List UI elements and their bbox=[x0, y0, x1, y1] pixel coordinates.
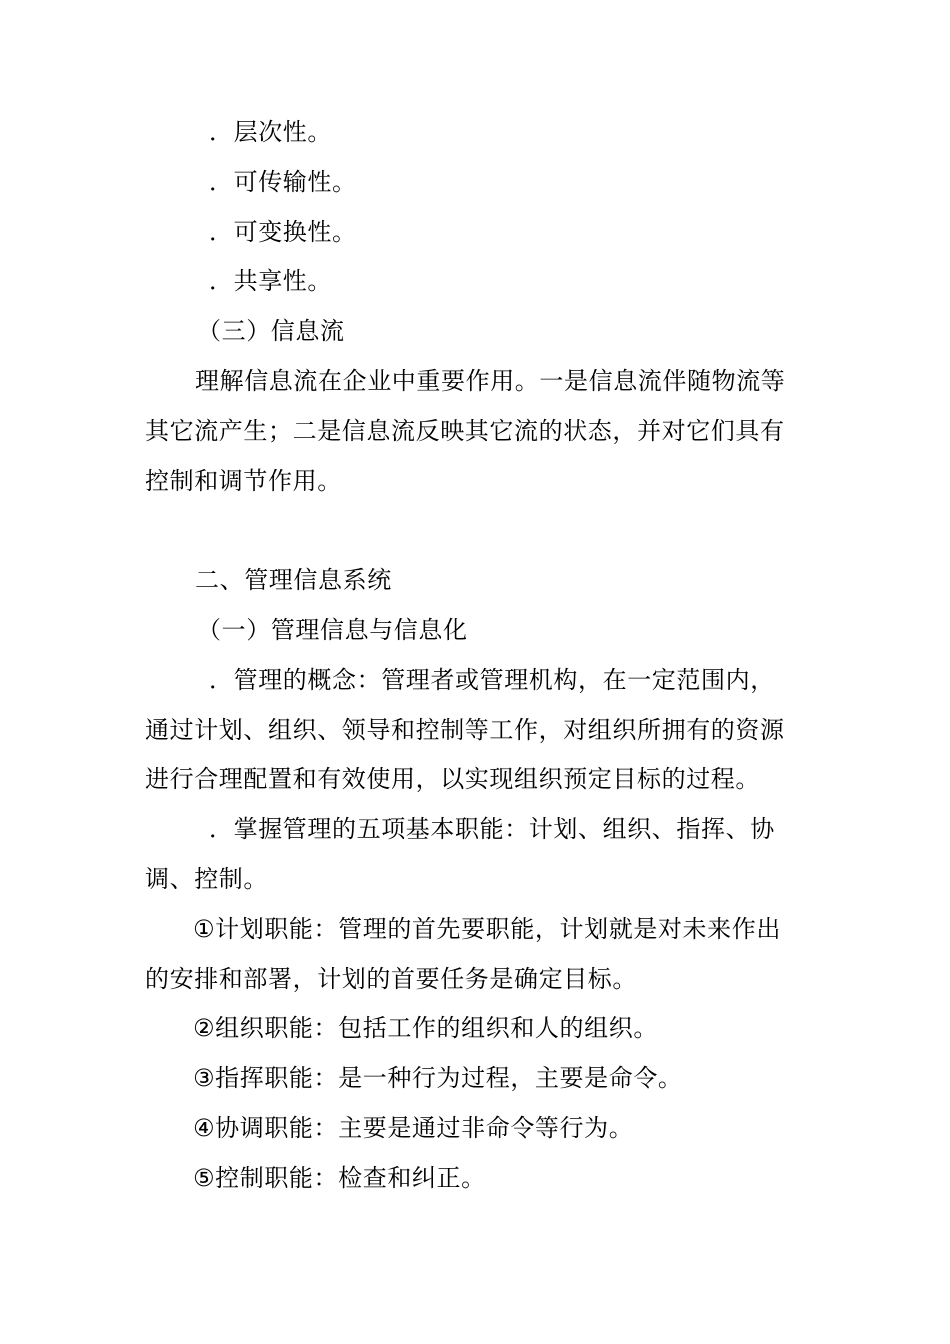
section-heading-info-flow: （三）信息流 bbox=[197, 317, 345, 346]
paragraph-line: ．管理的概念：管理者或管理机构，在一定范围内， bbox=[209, 665, 775, 694]
function-item-organizing: ②组织职能：包括工作的组织和人的组织。 bbox=[193, 1014, 658, 1043]
section-heading-mgmt-info: （一）管理信息与信息化 bbox=[197, 615, 468, 644]
document-page bbox=[145, 108, 810, 1204]
paragraph-line: 其它流产生；二是信息流反映其它流的状态，并对它们具有 bbox=[145, 416, 785, 445]
paragraph-line: 调、控制。 bbox=[145, 864, 268, 893]
paragraph-line: 通过计划、组织、领导和控制等工作，对组织所拥有的资源 bbox=[145, 715, 785, 744]
paragraph-line: ．掌握管理的五项基本职能：计划、组织、指挥、协 bbox=[209, 815, 775, 844]
bullet-item-shareability: ．共享性。 bbox=[209, 267, 332, 296]
paragraph-mgmt-concept bbox=[145, 656, 810, 805]
bullet-item-transmissibility: ．可传输性。 bbox=[209, 167, 357, 196]
paragraph-info-flow bbox=[145, 357, 810, 506]
paragraph-line: ①计划职能：管理的首先要职能，计划就是对未来作出 bbox=[193, 914, 781, 943]
function-item-controlling: ⑤控制职能：检查和纠正。 bbox=[193, 1163, 486, 1192]
paragraph-line: 理解信息流在企业中重要作用。一是信息流伴随物流等 bbox=[195, 366, 786, 395]
function-item-commanding: ③指挥职能：是一种行为过程，主要是命令。 bbox=[193, 1064, 683, 1093]
paragraph-line: 控制和调节作用。 bbox=[145, 466, 342, 495]
paragraph-line: 的安排和部署，计划的首要任务是确定目标。 bbox=[145, 964, 637, 993]
bullet-item-transformability: ．可变换性。 bbox=[209, 217, 357, 246]
paragraph-planning-function bbox=[145, 905, 810, 1005]
paragraph-line: 进行合理配置和有效使用，以实现组织预定目标的过程。 bbox=[145, 765, 760, 794]
function-item-coordinating: ④协调职能：主要是通过非命令等行为。 bbox=[193, 1113, 634, 1142]
chapter-heading-mis: 二、管理信息系统 bbox=[195, 566, 392, 595]
paragraph-five-functions bbox=[145, 805, 810, 905]
bullet-item-hierarchy: ．层次性。 bbox=[209, 118, 332, 146]
blank-line bbox=[145, 506, 810, 556]
